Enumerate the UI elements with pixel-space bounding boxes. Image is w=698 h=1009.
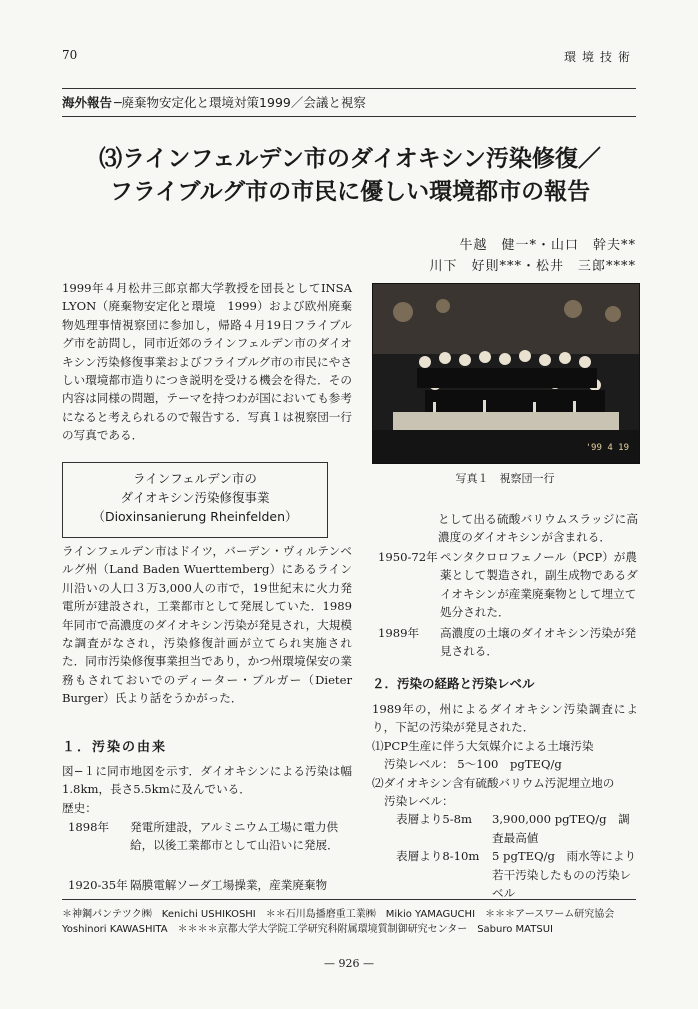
- series-rule-bottom: [62, 116, 636, 117]
- history-text: 発電所建設，アルミニウム工場に電力供給，以後工業都市として山沿いに発展．: [130, 820, 339, 853]
- series-tag: 海外報告: [62, 95, 113, 110]
- authors-line2: 川下 好則***・松井 三郎****: [429, 259, 636, 274]
- section1-text: 図−１に同市地図を示す．ダイオキシンによる汚染は幅1.8km，長さ5.5kmに及んでいる．: [62, 764, 352, 797]
- history-text: 高濃度の土壌のダイオキシン汚染が発見される．: [440, 626, 637, 659]
- history-entry: [62, 818, 352, 855]
- authors-line1: 牛越 健一*・山口 幹夫**: [459, 238, 636, 253]
- lead-paragraph: ラインフェルデン市はドイツ，バーデン・ヴィルテンベルグ州（Land Baden Wuerttemberg）にあるライン川沿いの人口３万3,000人の市で，19世紀末に火力発電所が建設され，工業都市として発展していた．1989年同市で高濃度のダイオキシン汚染が発見され，大規模な調査がなされ，汚染修復計画が立てられ実施された．同市汚染修復事業担当であり，かつ州環境保安の業務もされておいでのディーター・ブルガー（Dieter Burger）氏より話をうかがった．: [62, 544, 352, 706]
- level-row: [372, 810, 638, 847]
- photo-caption: 写真１ 視察団一行: [455, 472, 555, 485]
- box-line2: ダイオキシン汚染修復事業: [120, 490, 270, 505]
- group-photo: [372, 283, 640, 464]
- history-year: 1898年: [68, 820, 110, 834]
- section2-body: [372, 700, 638, 902]
- section2-item1: ⑴PCP生産に伴う大気媒介による土壌汚染: [372, 738, 594, 753]
- level-row-value: 3,900,000 pgTEQ/g 調査最高値: [492, 812, 630, 845]
- box-line3: （Dioxinsanierung Rheinfelden）: [92, 509, 298, 524]
- history-entry: [62, 876, 352, 894]
- item1-level: [372, 755, 638, 773]
- section2-heading: ２．汚染の経路と汚染レベル: [372, 676, 535, 691]
- folio: — 926 —: [324, 957, 374, 970]
- series-text: ─廃棄物安定化と環境対策1999／会議と視察: [114, 95, 366, 110]
- journal-name: 環境技術: [563, 50, 636, 64]
- history-text: ペンタクロロフェノール（PCP）が農薬として製造され，副生成物であるダイオキシンが産業廃棄物として埋立て処分された．: [440, 550, 638, 620]
- item2-level-label: 汚染レベル：: [384, 794, 454, 809]
- footnote-line2: Yoshinori KAWASHITA ＊＊＊＊京都大学大学院工学研究科附属環境質制御研究センター Saburo MATSUI: [62, 924, 553, 935]
- group-photo-image: [373, 284, 639, 463]
- history-label: 歴史：: [62, 800, 97, 815]
- item1-level-label: 汚染レベル：: [384, 757, 454, 772]
- section1-heading: １．汚染の由来: [62, 740, 168, 755]
- series-rule-top: [62, 88, 636, 89]
- article-title-line2: フライブルグ市の市民に優しい環境都市の報告: [109, 179, 591, 205]
- item1-level-value: 5〜100 pgTEQ/g: [457, 757, 562, 772]
- history-continuation: として出る硫酸バリウムスラッジに高濃度のダイオキシンが含まれる．: [438, 512, 638, 545]
- history-entry: [372, 624, 638, 661]
- section-box-heading: [62, 462, 328, 538]
- history-year: 1920-35年: [68, 878, 128, 892]
- history-year: 1989年: [378, 626, 420, 640]
- level-row-value: 5 pgTEQ/g 雨水等により若干汚染したものの汚染レベル: [492, 849, 637, 901]
- history-text: 隔膜電解ソーダ工場操業，産業廃棄物: [130, 878, 328, 892]
- series-line: [62, 93, 366, 111]
- photo-date-stamp: '99 4 19: [585, 443, 629, 453]
- footnote-rule: [62, 899, 636, 900]
- section1-paragraph: [62, 762, 352, 817]
- history-entry: [372, 548, 638, 622]
- level-row-label: 表層より5-8m: [396, 812, 473, 827]
- footnote-line1: ＊神鋼パンテツク㈱ Kenichi USHIKOSHI ＊＊石川島播磨重工業㈱ Mikio YAMAGUCHI ＊＊＊アースワーム研究協会: [62, 909, 615, 920]
- history-year: 1950-72年: [378, 550, 438, 564]
- level-row: [372, 847, 638, 902]
- page-number: 70: [62, 48, 78, 62]
- section2-text: 1989年の，州によるダイオキシン汚染調査により，下記の汚染が発見された．: [372, 702, 638, 735]
- article-title-line1: ⑶ラインフェルデン市のダイオキシン汚染修復／: [99, 146, 601, 172]
- box-line1: ラインフェルデン市の: [133, 471, 257, 486]
- section2-item2: ⑵ダイオキシン含有硫酸バリウム汚泥埋立地の: [372, 775, 615, 790]
- intro-paragraph: 1999年４月松井三郎京都大学教授を団長としてINSA LYON（廃棄物安定化と環境 1999）および欧州廃棄物処理事情視察団に参加し，帰路４月19日フライブルグ市を訪問し，同市近郊のラインフェルデン市のダイオキシン汚染修復事業およびフライブルグ市の市民にやさしい環境都市造りにつき説明を受ける機会を得た．その内容は同様の問題，テーマを持つわが国においても参考になると考えられるので報告する．写真１は視察団一行の写真である．: [62, 281, 352, 443]
- level-row-label: 表層より8-10m: [396, 849, 480, 864]
